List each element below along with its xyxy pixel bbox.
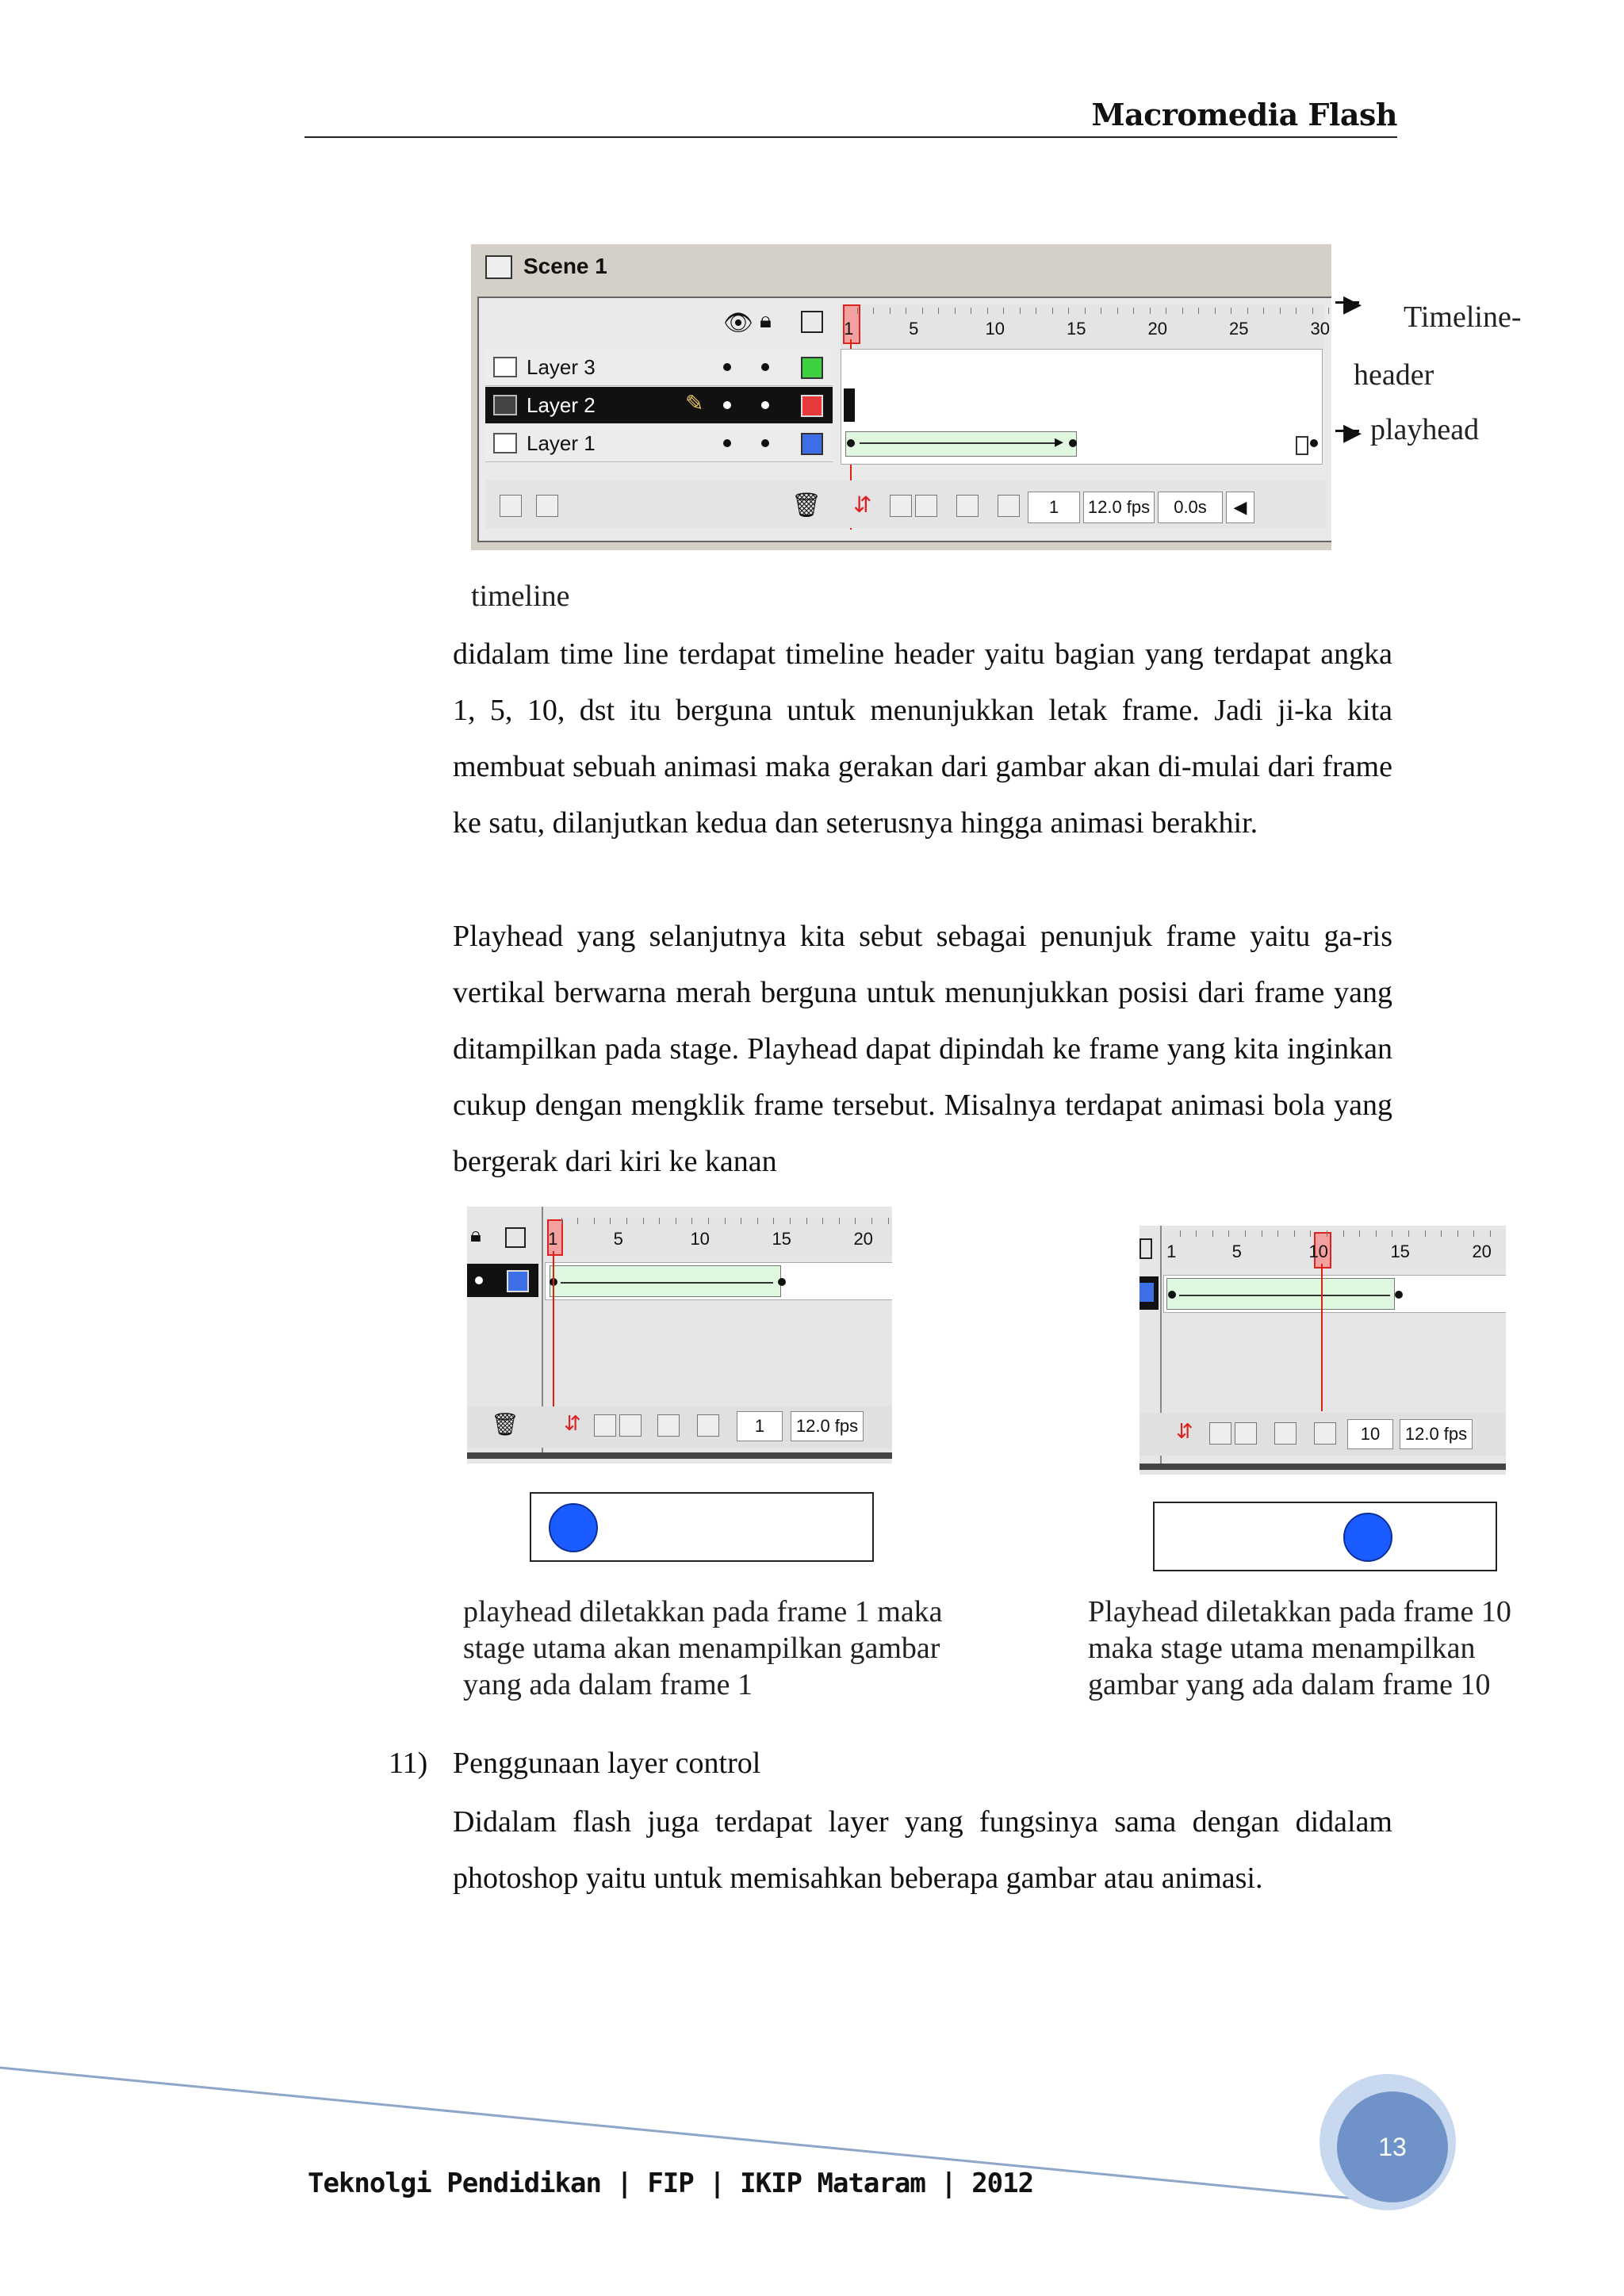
- ruler-tick: [659, 1218, 660, 1224]
- lock-dot[interactable]: [761, 439, 769, 447]
- ruler-label-1: 1: [844, 319, 854, 339]
- frame-rate-field: 12.0 fps: [791, 1411, 864, 1441]
- ruler-label-15: 15: [1067, 319, 1086, 339]
- motion-tween[interactable]: [845, 431, 1077, 457]
- ruler-label-1: 1: [1166, 1242, 1177, 1261]
- lock-icon: 🔒︎: [470, 1223, 481, 1246]
- ruler-tick: [757, 1218, 758, 1224]
- ruler-tick: [1408, 1230, 1409, 1237]
- ruler-tick: [691, 1218, 692, 1224]
- tween-arrow-head: ▸: [1055, 431, 1064, 451]
- ruler-tick: [725, 1218, 726, 1224]
- ruler-tick: [1020, 308, 1021, 314]
- layer-icon: [493, 433, 517, 453]
- ruler-tick: [1343, 1230, 1344, 1237]
- lock-dot[interactable]: [761, 401, 769, 409]
- ruler-tick: [1245, 1230, 1246, 1237]
- ruler-tick: [1182, 308, 1183, 314]
- current-frame-field: 10: [1347, 1419, 1393, 1449]
- section-body: [453, 1794, 1392, 1907]
- ruler-tick: [890, 308, 891, 314]
- ruler-label-30: 30: [1310, 319, 1330, 339]
- ruler-tick: [1180, 1230, 1181, 1237]
- layer-color-swatch[interactable]: [507, 1270, 529, 1292]
- ruler-tick: [857, 308, 858, 314]
- current-frame-field: 1: [737, 1411, 783, 1441]
- layer2-keyframe[interactable]: [844, 388, 855, 422]
- caption-left-line-3: yang ada dalam frame 1: [463, 1668, 753, 1701]
- layer-name: Layer 2: [527, 393, 596, 417]
- figure1-caption: timeline: [471, 580, 570, 613]
- ruler-tick: [888, 1218, 889, 1224]
- header-arrow-head: ▶: [1343, 291, 1362, 317]
- lock-dot[interactable]: [761, 363, 769, 371]
- panel-bottom-edge: [467, 1452, 892, 1459]
- ruler-tick: [1457, 1230, 1458, 1237]
- start-keyframe-dot: [1168, 1291, 1176, 1299]
- motion-tween[interactable]: [1166, 1278, 1395, 1310]
- callout-playhead: playhead: [1370, 413, 1480, 446]
- layer-name: Layer 1: [527, 431, 596, 455]
- ruler-tick: [561, 1218, 562, 1224]
- paragraph-2: [453, 909, 1392, 1190]
- ruler-tick: [1133, 308, 1134, 314]
- timeline-screenshot: [471, 244, 1331, 550]
- ruler-label-20: 20: [1147, 319, 1167, 339]
- ruler-tick: [594, 1218, 595, 1224]
- ruler-tick: [922, 308, 923, 314]
- callout-timeline-header-2: header: [1354, 358, 1434, 392]
- layer-name: Layer 3: [527, 355, 596, 379]
- ruler-tick: [1277, 1230, 1278, 1237]
- header-rule: [304, 136, 1397, 138]
- ruler-tick: [839, 1218, 840, 1224]
- ball: [549, 1503, 598, 1552]
- scene-label: Scene 1: [523, 254, 607, 278]
- ruler-label-5: 5: [909, 319, 919, 339]
- ruler-tick: [1068, 308, 1069, 314]
- onion-outline-icon[interactable]: [619, 1414, 642, 1437]
- ruler-tick: [1198, 308, 1199, 314]
- ruler-label-15: 15: [1390, 1242, 1410, 1261]
- callout-timeline-header-1: Timeline-: [1404, 300, 1522, 334]
- page-number: 13: [1337, 2091, 1448, 2202]
- ruler-tick: [873, 308, 874, 314]
- onion-markers-icon[interactable]: [1314, 1422, 1336, 1445]
- ruler-tick: [773, 1218, 774, 1224]
- ruler-tick: [1441, 1230, 1442, 1237]
- tween-arrow: [1179, 1295, 1390, 1296]
- ruler-label-5: 5: [613, 1229, 623, 1249]
- visibility-dot[interactable]: [475, 1276, 483, 1284]
- center-frame-icon[interactable]: ⇵: [853, 492, 872, 517]
- end-frame-dot: [1310, 439, 1318, 447]
- ruler-tick: [1280, 308, 1281, 314]
- ruler-label-10: 10: [985, 319, 1005, 339]
- frame-rate-field: 12.0 fps: [1083, 492, 1155, 523]
- ruler-tick: [1312, 308, 1313, 314]
- frame-rate-field: 12.0 fps: [1400, 1419, 1473, 1449]
- playhead-line: [1321, 1264, 1323, 1411]
- caption-right-line-2: maka stage utama menampilkan: [1088, 1632, 1476, 1665]
- add-layer-icon[interactable]: [500, 495, 522, 517]
- layer-row-2[interactable]: [485, 387, 833, 423]
- layer-row-selected[interactable]: [467, 1264, 538, 1297]
- running-header-title: Macromedia Flash: [1091, 97, 1397, 132]
- ruler-tick: [1117, 308, 1118, 314]
- ruler-label-10: 10: [1308, 1242, 1328, 1261]
- onion-outline-icon[interactable]: [1235, 1422, 1257, 1445]
- ruler-tick: [1425, 1230, 1426, 1237]
- ruler-tick: [790, 1218, 791, 1224]
- onion-markers-icon[interactable]: [998, 495, 1020, 517]
- ruler-label-20: 20: [1472, 1242, 1492, 1261]
- visibility-dot[interactable]: [723, 401, 731, 409]
- trash-icon[interactable]: 🗑︎: [791, 492, 822, 519]
- eye-icon: 👁: [723, 310, 754, 336]
- ruler-tick: [1376, 1230, 1377, 1237]
- trash-icon[interactable]: 🗑︎: [491, 1412, 519, 1437]
- timeline-header-ruler: [545, 1218, 892, 1257]
- outline-icon: [1139, 1238, 1152, 1259]
- layer-row-1[interactable]: [485, 425, 833, 462]
- layer-color-swatch[interactable]: [801, 357, 823, 379]
- end-frame-marker: [1296, 436, 1308, 455]
- outline-icon: [801, 311, 823, 333]
- onion-skin-icon[interactable]: [594, 1414, 616, 1437]
- playhead-arrow-head: ▶: [1343, 419, 1362, 446]
- lock-icon: 🔒︎: [760, 308, 772, 332]
- layer-color-swatch[interactable]: [801, 395, 823, 417]
- ball: [1343, 1513, 1392, 1562]
- stage-frame1: [530, 1492, 874, 1562]
- end-keyframe-dot: [1069, 439, 1077, 447]
- ruler-tick: [1215, 308, 1216, 314]
- ruler-tick: [626, 1218, 627, 1224]
- paragraph-1: [453, 626, 1392, 851]
- motion-tween[interactable]: [550, 1265, 781, 1297]
- timeline-frame1-screenshot: [467, 1207, 892, 1464]
- ruler-label-1: 1: [548, 1229, 558, 1249]
- ruler-tick: [987, 308, 988, 314]
- ruler-label-5: 5: [1231, 1242, 1242, 1261]
- ruler-tick: [1003, 308, 1004, 314]
- section-body-text: Didalam flash juga terdapat layer yang fungsinya sama dengan didalam photoshop yaitu untuk memisahkan beberapa gambar atau animasi.: [453, 1805, 1392, 1895]
- caption-left: [463, 1594, 943, 1703]
- ruler-tick: [1228, 1230, 1229, 1237]
- stage-frame10: [1153, 1502, 1497, 1571]
- ruler-tick: [1212, 1230, 1213, 1237]
- caption-right-line-3: gambar yang ada dalam frame 10: [1088, 1668, 1491, 1701]
- scroll-left-button[interactable]: ◀: [1226, 492, 1254, 523]
- ruler-tick: [708, 1218, 709, 1224]
- scene-bar: [471, 244, 1331, 292]
- center-frame-icon[interactable]: ⇵: [564, 1411, 581, 1435]
- ruler-tick: [643, 1218, 644, 1224]
- start-keyframe-dot: [847, 439, 855, 447]
- panel-bottom-edge: [1139, 1464, 1506, 1470]
- ruler-tick: [855, 1218, 856, 1224]
- ruler-tick: [1473, 1230, 1474, 1237]
- pencil-icon: ✎: [685, 391, 704, 415]
- center-frame-icon[interactable]: ⇵: [1176, 1419, 1193, 1443]
- ruler-tick: [1085, 308, 1086, 314]
- ruler-tick: [1490, 1230, 1491, 1237]
- ruler-tick: [577, 1218, 578, 1224]
- end-keyframe-dot: [1395, 1291, 1403, 1299]
- section-title: Penggunaan layer control: [453, 1747, 761, 1780]
- add-motion-guide-icon[interactable]: [536, 495, 558, 517]
- ruler-tick: [1328, 308, 1329, 314]
- edit-multiple-icon[interactable]: [1274, 1422, 1297, 1445]
- ruler-tick: [1150, 308, 1151, 314]
- ruler-tick: [822, 1218, 823, 1224]
- current-frame-field: 1: [1028, 492, 1080, 523]
- timeline-header-ruler: [1163, 1230, 1506, 1270]
- ruler-tick: [1296, 308, 1297, 314]
- caption-left-line-2: stage utama akan menampilkan gambar: [463, 1632, 940, 1665]
- layer-icon: [493, 357, 517, 377]
- tween-arrow: [860, 442, 1058, 444]
- ruler-label-15: 15: [772, 1229, 791, 1249]
- edit-multiple-icon[interactable]: [956, 495, 979, 517]
- scene-icon: [485, 255, 512, 279]
- tween-arrow: [561, 1282, 773, 1284]
- ruler-tick: [955, 308, 956, 314]
- layer-row-selected[interactable]: [1139, 1276, 1159, 1310]
- edit-multiple-icon[interactable]: [657, 1414, 680, 1437]
- ruler-tick: [610, 1218, 611, 1224]
- layer-color-swatch[interactable]: [801, 433, 823, 455]
- visibility-dot[interactable]: [723, 439, 731, 447]
- ruler-tick: [806, 1218, 807, 1224]
- ruler-tick: [938, 308, 939, 314]
- ruler-tick: [1247, 308, 1248, 314]
- onion-skin-icon[interactable]: [1209, 1422, 1231, 1445]
- ruler-label-10: 10: [690, 1229, 710, 1249]
- onion-markers-icon[interactable]: [697, 1414, 719, 1437]
- layer-color-swatch[interactable]: [1139, 1283, 1154, 1302]
- caption-right-line-1: Playhead diletakkan pada frame 10: [1088, 1595, 1511, 1628]
- ruler-label-25: 25: [1229, 319, 1249, 339]
- paragraph-1-text: didalam time line terdapat timeline header yaitu bagian yang terdapat angka 1, 5, 10, dst itu berguna untuk menunjukkan letak frame. Jadi ji-ka kita membuat sebuah animasi maka gerakan dari gambar akan di-mulai dari frame ke satu, dilanjutkan kedua dan seterusnya hingga animasi berakhir.: [453, 637, 1392, 840]
- paragraph-2-text: Playhead yang selanjutnya kita sebut sebagai penunjuk frame yaitu ga-ris vertikal berwarna merah berguna untuk menunjukkan posisi dari frame yang ditampilkan pada stage. Playhead dapat dipindah ke frame yang kita inginkan cukup dengan mengklik frame tersebut. Misalnya terdapat animasi bola yang bergerak dari kiri ke kanan: [453, 920, 1392, 1178]
- ruler-tick: [1359, 1230, 1360, 1237]
- ruler-tick: [871, 1218, 872, 1224]
- ruler-tick: [1294, 1230, 1295, 1237]
- layer-row-3[interactable]: [485, 349, 833, 386]
- ruler-tick: [1263, 308, 1264, 314]
- elapsed-time-field: 0.0s: [1158, 492, 1223, 523]
- onion-skin-icon[interactable]: [890, 495, 912, 517]
- caption-right: [1088, 1594, 1511, 1703]
- timeline-frame10-screenshot: [1139, 1226, 1506, 1475]
- end-keyframe-dot: [778, 1278, 786, 1286]
- onion-outline-icon[interactable]: [915, 495, 937, 517]
- caption-left-line-1: playhead diletakkan pada frame 1 maka: [463, 1595, 943, 1628]
- ruler-tick: [1310, 1230, 1311, 1237]
- ruler-tick: [1052, 308, 1053, 314]
- ruler-label-20: 20: [853, 1229, 873, 1249]
- footer-text: Teknolgi Pendidikan | FIP | IKIP Mataram | 2012: [308, 2168, 1034, 2199]
- visibility-dot[interactable]: [723, 363, 731, 371]
- ruler-tick: [1196, 1230, 1197, 1237]
- outline-icon: [505, 1227, 526, 1248]
- layer-icon: [493, 395, 517, 415]
- section-number: 11): [389, 1747, 428, 1780]
